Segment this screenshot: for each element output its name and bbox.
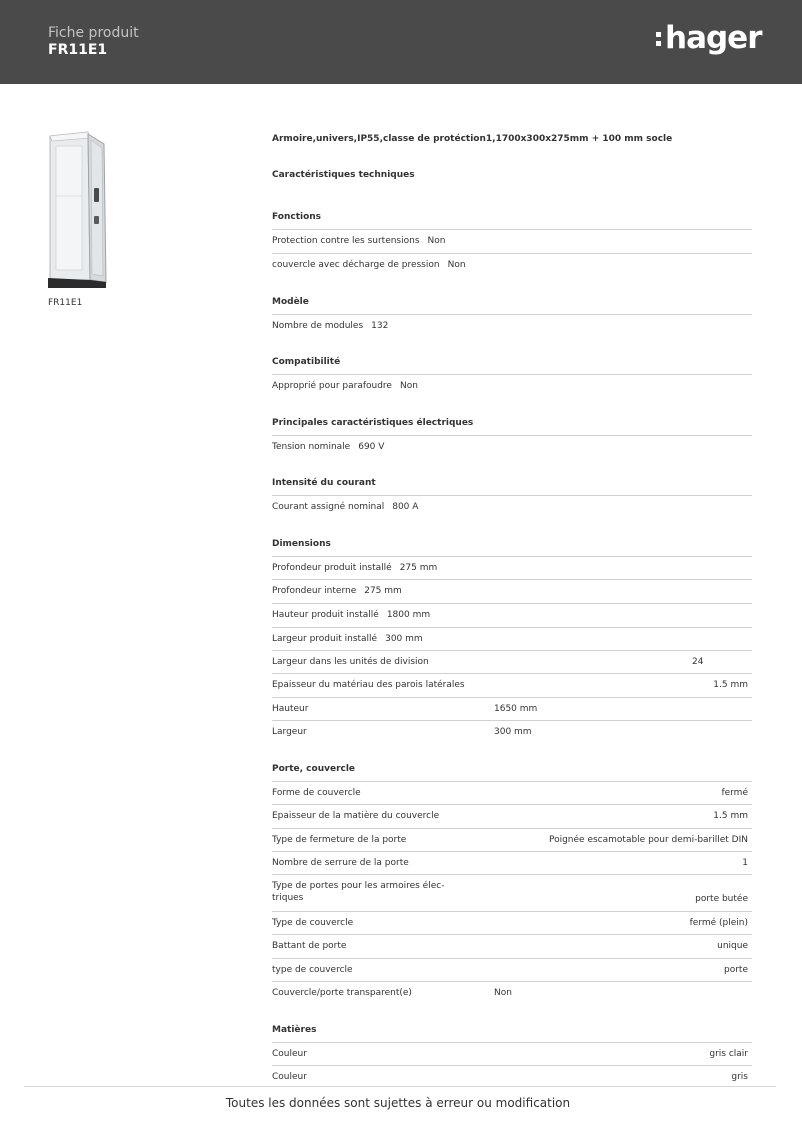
cabinet-product-image [44,130,112,288]
spec-row: Largeur dans les unités de division 24 [272,650,752,673]
page-header [0,0,802,84]
spec-row: Forme de couvercle fermé [272,781,752,804]
spec-row: type de couvercle porte [272,958,752,981]
footer-disclaimer: Toutes les données sont sujettes à erreur ou modification [225,1096,571,1110]
spec-row: Type de portes pour les armoires élec- triques porte butée [272,874,752,910]
tech-heading: Caractéristiques techniques [272,170,415,180]
image-caption: FR11E1 [48,298,83,308]
logo-text: hager [665,20,762,56]
spec-row: Type de couvercle fermé (plein) [272,911,752,934]
spec-row: Type de fermeture de la porte Poignée escamotable pour demi-barillet DIN [272,828,752,851]
spec-row: Tension nominale 690 V [272,435,752,458]
section-title: Matières [272,1025,317,1035]
section-title: Porte, couvercle [272,764,356,774]
spec-row: Protection contre les surtensions Non [272,229,752,252]
spec-row: Couleur gris [272,1065,752,1088]
spec-row: Hauteur produit installé 1800 mm [272,603,752,626]
section-title: Intensité du courant [272,478,376,488]
spec-row: couvercle avec décharge de pression Non [272,253,752,276]
spec-row: Approprié pour parafoudre Non [272,374,752,397]
spec-row: Nombre de modules 132 [272,314,752,337]
spec-row: Largeur produit installé 300 mm [272,627,752,650]
spec-row: Hauteur 1650 mm [272,697,752,720]
spec-row: Couleur gris clair [272,1042,752,1065]
spec-row: Couvercle/porte transparent(e) Non [272,981,752,1004]
section-title: Principales caractéristiques électriques [272,418,474,428]
section-title: Dimensions [272,539,331,549]
spec-row: Courant assigné nominal 800 A [272,495,752,518]
section-title: Modèle [272,297,309,307]
spec-row: Epaisseur de la matière du couvercle 1.5 mm [272,804,752,827]
product-ref: FR11E1 [48,42,108,58]
doc-type: Fiche produit [48,25,139,41]
spec-row: Nombre de serrure de la porte 1 [272,851,752,874]
spec-row: Battant de porte unique [272,934,752,957]
spec-row: Profondeur produit installé 275 mm [272,556,752,579]
spec-row: Largeur 300 mm [272,720,752,743]
section-title: Compatibilité [272,357,341,367]
footer-divider [24,1086,776,1087]
spec-row: Epaisseur du matériau des parois latérales 1.5 mm [272,673,752,696]
section-title: Fonctions [272,212,322,222]
spec-row: Profondeur interne 275 mm [272,579,752,602]
product-title: Armoire,univers,IP55,classe de protéction1,1700x300x275mm + 100 mm socle [272,134,673,144]
